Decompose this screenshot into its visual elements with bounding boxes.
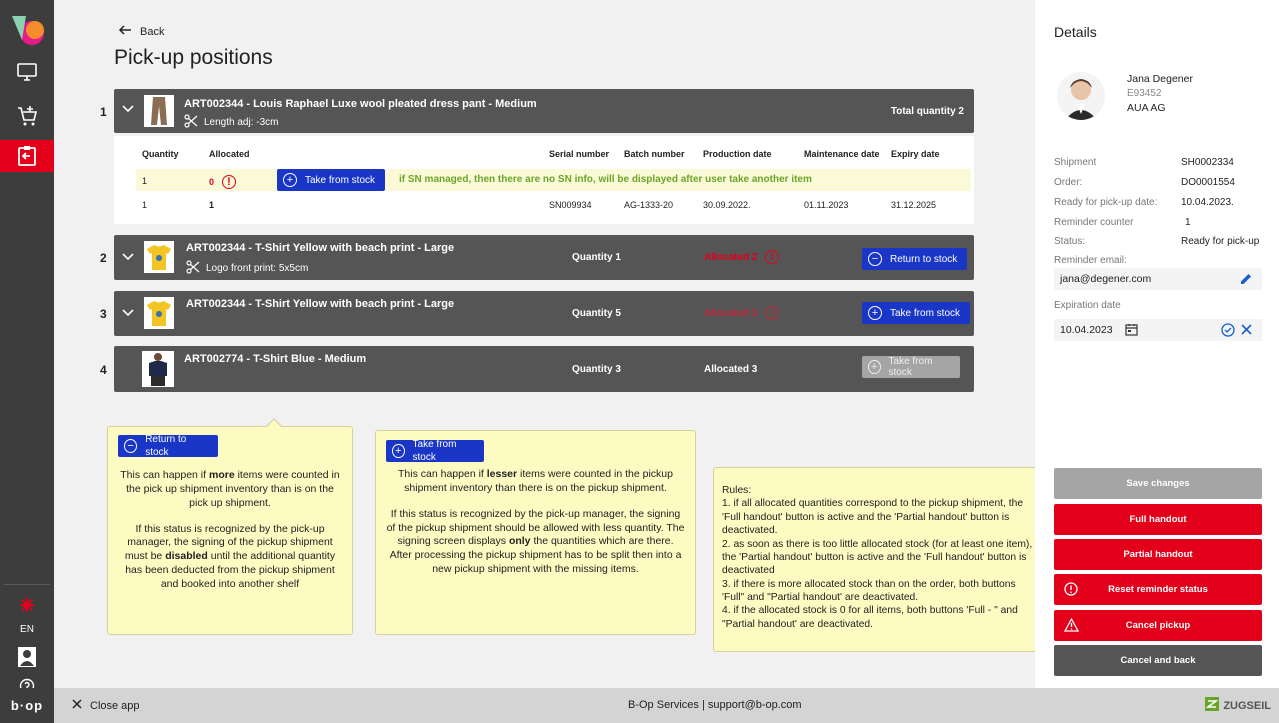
group-title: ART002774 - T-Shirt Blue - Medium: [184, 353, 367, 365]
reminder-email-field[interactable]: [1054, 268, 1262, 290]
close-app-label: Close app: [90, 699, 140, 712]
monitor-icon[interactable]: [0, 56, 54, 88]
header-serial: Serial number: [549, 149, 610, 159]
cancel-pickup-label: Cancel pickup: [1125, 620, 1191, 631]
rule-item: 2. as soon as there is too little allocated stock (for at least one item), the 'Partial handout' button is active and the 'Full handout' button is deactivated: [722, 538, 1033, 577]
note-paragraph: This can happen if lesser items were counted in the pickup shipment inventory than there is on the pickup shipment.: [398, 468, 673, 494]
allocated-text: Allocated 2: [704, 251, 758, 263]
group-title: ART002344 - T-Shirt Yellow with beach print - Large: [186, 242, 455, 254]
cell-allocated-warning: [209, 175, 236, 189]
detail-table: [114, 136, 974, 224]
note-button-label: Return to stock: [145, 433, 187, 458]
left-rail: [0, 0, 54, 688]
allocated-text: Allocated 3: [704, 307, 758, 319]
group-header-1[interactable]: [114, 89, 974, 133]
ready-date-value: 10.04.2023.: [1181, 197, 1234, 208]
take-from-stock-button[interactable]: [862, 302, 970, 324]
header-quantity: Quantity: [142, 149, 179, 159]
take-from-stock-example-button: [386, 440, 484, 462]
rule-item: 3. if there is more allocated stock than on the order, both buttons 'Full" and "Partial handout' are deactivated.: [722, 578, 1016, 603]
partial-handout-button[interactable]: Partial handout: [1054, 539, 1262, 570]
user-name: Jana Degener: [1127, 73, 1193, 85]
header-production: Production date: [703, 149, 772, 159]
expiration-date-value: 10.04.2023: [1060, 324, 1113, 336]
language-icon[interactable]: [0, 592, 54, 618]
chevron-down-icon[interactable]: [122, 253, 134, 261]
take-from-stock-label: Take from stock: [890, 307, 961, 319]
reset-reminder-button[interactable]: [1054, 574, 1262, 605]
cell-expiry: 31.12.2025: [891, 200, 937, 210]
total-quantity: Total quantity 2: [890, 106, 964, 117]
arrow-left-icon: [118, 25, 132, 38]
reminder-counter-value: 1: [1185, 217, 1191, 228]
status-label: Status:: [1054, 236, 1086, 247]
group-subtitle-text: Length adj: -3cm: [204, 117, 279, 128]
header-expiry: Expiry date: [891, 149, 940, 159]
row-number: 4: [100, 363, 107, 377]
chevron-down-icon[interactable]: [122, 309, 134, 317]
yellow-tshirt-thumb-icon: [144, 241, 174, 273]
row-number: 3: [100, 307, 107, 321]
cell-batch: AG-1333-20: [624, 200, 674, 210]
order-label: Order:: [1054, 177, 1083, 188]
warning-icon: !: [222, 175, 236, 189]
take-from-stock-button[interactable]: [277, 169, 385, 191]
company: AUA AG: [1127, 102, 1166, 114]
close-app-button[interactable]: [72, 699, 140, 712]
group-quantity: Quantity 3: [572, 364, 621, 375]
scissors-icon: [184, 114, 198, 131]
minus-circle-icon: −: [124, 439, 137, 453]
header-allocated: Allocated: [209, 149, 250, 159]
order-value: DO0001554: [1181, 177, 1235, 188]
return-to-stock-label: Return to stock: [890, 253, 958, 265]
pickup-icon[interactable]: [0, 140, 54, 172]
reset-reminder-label: Reset reminder status: [1108, 584, 1208, 595]
footer: [0, 688, 1279, 723]
group-quantity: Quantity 1: [572, 252, 621, 263]
app-logo: [8, 12, 46, 48]
return-to-stock-note: [107, 426, 353, 635]
header-maintenance: Maintenance date: [804, 149, 880, 159]
rail-brand: b·op: [10, 698, 44, 713]
avatar: [1057, 72, 1105, 120]
group-allocated: [704, 250, 779, 264]
pants-thumb-icon: [144, 95, 174, 127]
footer-contact: B-Op Services | support@b-op.com: [628, 699, 802, 711]
ready-date-label: Ready for pick-up date:: [1054, 197, 1158, 208]
expiration-date-field[interactable]: [1054, 319, 1262, 341]
row-number: 2: [100, 251, 107, 265]
row-number: 1: [100, 105, 107, 119]
confirm-icon[interactable]: [1221, 323, 1235, 340]
group-header-3[interactable]: [114, 291, 974, 336]
zugseil-icon: [1205, 697, 1219, 714]
blue-tshirt-thumb-icon: [142, 351, 174, 387]
rail-divider: [4, 584, 50, 585]
cancel-and-back-button[interactable]: Cancel and back: [1054, 645, 1262, 676]
details-title: Details: [1054, 24, 1097, 40]
note-button-label: Take from stock: [412, 438, 457, 463]
plus-circle-icon: +: [868, 306, 882, 320]
cell-serial: SN009934: [549, 200, 592, 210]
details-panel: [1035, 0, 1279, 688]
scissors-icon: [186, 260, 200, 277]
cell-quantity: 1: [142, 176, 148, 186]
calendar-icon[interactable]: [1125, 323, 1138, 339]
warning-icon: !: [765, 250, 779, 264]
take-from-stock-label: Take from stock: [888, 356, 933, 378]
group-header-4[interactable]: [114, 346, 974, 392]
user-icon[interactable]: [0, 644, 54, 670]
group-allocated: [704, 364, 757, 375]
chevron-down-icon[interactable]: [122, 105, 134, 113]
main-content: [54, 0, 1035, 688]
brand-text: ZUGSEIL: [1223, 699, 1271, 712]
group-title: ART002344 - T-Shirt Yellow with beach print - Large: [186, 298, 455, 310]
header-batch: Batch number: [624, 149, 685, 159]
expiration-label: Expiration date: [1054, 300, 1121, 311]
back-button[interactable]: [118, 25, 164, 38]
allocated-text: Allocated 3: [704, 364, 758, 375]
cell-allocated: 1: [209, 200, 215, 210]
full-handout-button[interactable]: Full handout: [1054, 504, 1262, 535]
minus-circle-icon: −: [868, 252, 882, 266]
save-changes-button[interactable]: Save changes: [1054, 468, 1262, 499]
return-to-stock-button[interactable]: [862, 248, 967, 270]
group-title: ART002344 - Louis Raphael Luxe wool pleated dress pant - Medium: [184, 98, 537, 110]
take-from-stock-note: [375, 430, 696, 635]
reminder-counter-label: Reminder counter: [1054, 217, 1134, 228]
user-id: E93452: [1127, 88, 1162, 99]
group-subtitle-text: Logo front print: 5x5cm: [206, 263, 309, 274]
note-paragraph: If this status is recognized by the pick-up manager, the signing of the pickup shipment must be disabled until the additional quantity has been deducted from the pickup shipment and booked into another shelf: [124, 522, 336, 591]
back-label: Back: [140, 25, 165, 38]
close-icon: [72, 699, 82, 712]
cell-production: 30.09.2022.: [703, 200, 751, 210]
allocated-value: 0: [209, 177, 215, 187]
group-subtitle: [184, 114, 279, 131]
edit-icon[interactable]: [1240, 273, 1252, 288]
note-paragraph: If this status is recognized by the pick-up manager, the signing of the pickup shipment should be allowed with less quantity. The signing screen displays only the quantities which are there. After processing the pickup shipment has to be split then into a new pickup shipment with the missing items.: [386, 507, 685, 576]
yellow-tshirt-thumb-icon: [144, 297, 174, 329]
plus-circle-icon: +: [392, 444, 405, 458]
rail-footer: [0, 688, 54, 723]
rule-item: 1. if all allocated quantities correspond to the pickup shipment, the 'Full handout' button is active and the 'Partial handout' button is deactivated.: [722, 498, 1024, 537]
brand-logo: [1205, 697, 1271, 714]
group-quantity: Quantity 5: [572, 308, 621, 319]
group-subtitle: [186, 260, 308, 277]
note-pointer: [266, 418, 282, 428]
rules-note: [713, 467, 1043, 652]
warning-triangle-icon: [1064, 618, 1079, 635]
cancel-pickup-button[interactable]: [1054, 610, 1262, 641]
rules-title: Rules:: [722, 485, 752, 496]
take-from-stock-button-disabled[interactable]: [862, 356, 960, 378]
reminder-email-value: jana@degener.com: [1060, 273, 1152, 285]
plus-circle-icon: +: [283, 173, 297, 187]
group-header-2[interactable]: [114, 235, 974, 280]
info-circle-icon: [1064, 582, 1078, 599]
warning-icon: !: [765, 306, 779, 320]
page-title: Pick-up positions: [114, 46, 273, 69]
sn-message: if SN managed, then there are no SN info, will be displayed after user take another item: [399, 174, 812, 185]
cart-add-icon[interactable]: [0, 100, 54, 132]
group-allocated: [704, 306, 779, 320]
cell-quantity: 1: [142, 200, 148, 210]
rule-item: 4. if the allocated stock is 0 for all items, both buttons 'Full - " and "Partial handout' are deactivated.: [722, 605, 1018, 630]
return-to-stock-example-button: [118, 435, 218, 457]
note-paragraph: This can happen if more items were counted in the pick up shipment inventory than is on the pick up shipment.: [120, 469, 340, 509]
shipment-value: SH0002334: [1181, 157, 1234, 168]
status-value: Ready for pick-up: [1181, 236, 1260, 247]
shipment-label: Shipment: [1054, 157, 1097, 168]
language-label[interactable]: EN: [20, 624, 34, 635]
take-from-stock-label: Take from stock: [305, 174, 376, 186]
plus-circle-icon: +: [868, 360, 881, 374]
cell-maintenance: 01.11.2023: [804, 200, 849, 210]
close-icon[interactable]: [1241, 324, 1252, 338]
reminder-email-label: Reminder email:: [1054, 255, 1127, 266]
